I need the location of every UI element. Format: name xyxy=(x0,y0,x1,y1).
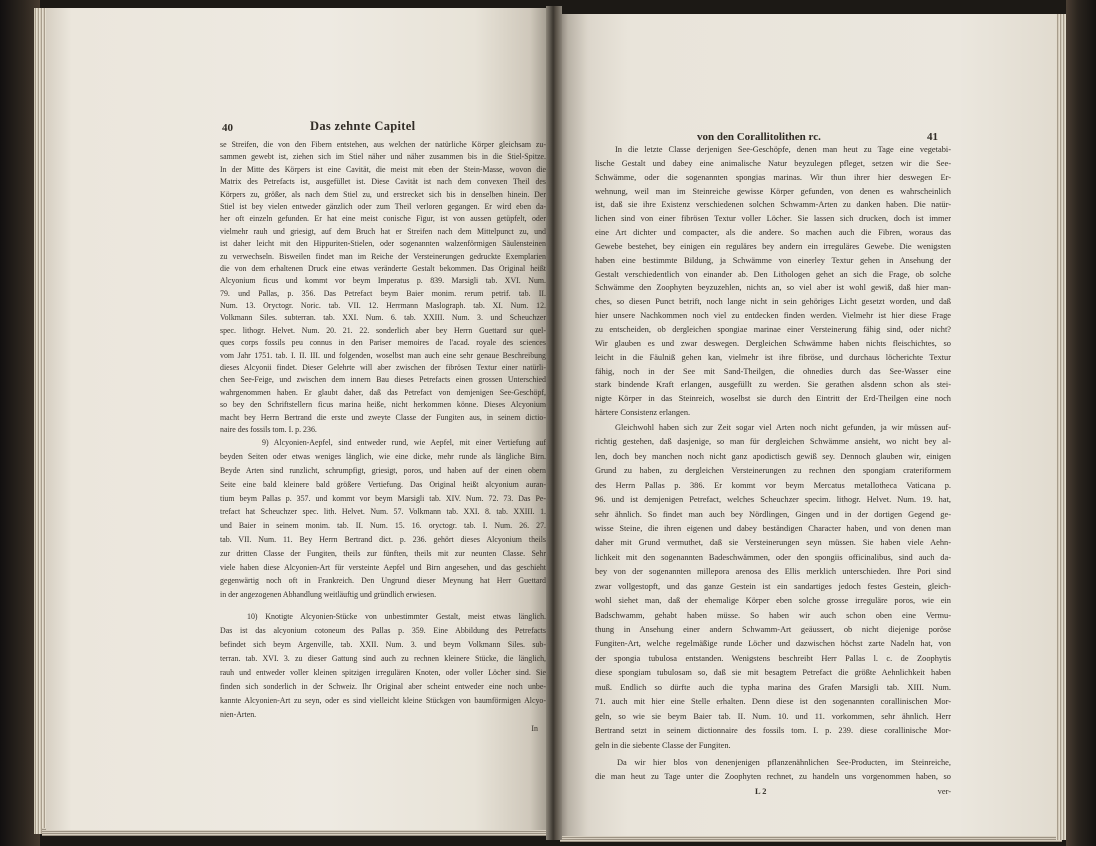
text-line: Stiel ist bey vielen entweder gänzlich oder zum Theil verloren gegangen. Er wird eben da- xyxy=(220,201,546,211)
text-line: Gewebe bestehet, bey einigen ein reguläres bey andern ein irreguläres Gewebe. Die wenigsten xyxy=(595,241,951,251)
text-line: Bertrand setzt in seinem dictionnaire des fossils tom. I. p. 239. diese corallinische Mor- xyxy=(595,726,951,736)
text-line: stark bindende Kraft erlangen, ausgefüllt zu werden. Sie gerathen alsdenn schon als stei- xyxy=(595,380,951,390)
text-line: muß. Endlich so dürfte auch die typha marina des Grafen Marsigli tab. XIII. Num. xyxy=(595,682,951,692)
text-line: vom Jahr 1751. tab. I. II. III. und folgenden, woselbst man auch eine sehr genaue Beschreibung xyxy=(220,350,546,360)
text-line: 96. und ist demjenigen Petrefact, welches Scheuchzer specim. lithogr. Helvet. Num. 19. hat, xyxy=(595,495,951,505)
text-line: fähig, noch in der See mit Sand-Theilgen, die ohnedies durch das See-Wasser eine xyxy=(595,366,951,376)
text-line: wahrgenommen haben. Er glaubt daher, daß das Petrefact von demjenigen See-Geschöpf, xyxy=(220,387,546,397)
footer-row xyxy=(595,785,951,799)
text-line: finden sich sonderlich in der Schweiz. Ihr Original aber scheint entweder eine noch unbe- xyxy=(220,681,546,691)
text-line: 79. und Pallas, p. 356. Das Petrefact beym Baier monim. rerum petrif. tab. II. xyxy=(220,288,546,298)
text-line: der spongia tubulosa entstanden. Wenigstens beschreibt Herr Pallas l. c. de Zoophytis xyxy=(595,653,951,663)
text-line: Gleichwohl haben sich zur Zeit sogar viel Arten noch nicht gefunden, ja wir müssen auf- xyxy=(615,422,951,432)
text-line: lische Gestalt und dabey eine animalische Natur beyzulegen pfleget, setzen wir die See- xyxy=(595,158,951,168)
text-line: spec. lithogr. Helvet. Num. 20. 21. 22. sonderlich aber bey Herrn Guettard sur quel- xyxy=(220,325,546,335)
paragraph xyxy=(595,421,951,753)
text-line: Körpers zu, größer, als nach dem Stiel zu, und erstrecket sich bis in denselben hinein. Der xyxy=(220,189,546,199)
text-line: gegenwärtig noch oft in Frankreich. Den Ungrund dieser Meynung hat Herr Guettard xyxy=(220,576,546,586)
text-line: terran. tab. XVI. 3. zu dieser Gattung sind auch zu rechnen kleinere Stücke, die länglich, xyxy=(220,653,546,663)
text-line: Wir glauben es und zwar deswegen. Dergleichen Schwämme haben nichts fleischichtes, so xyxy=(595,338,951,348)
text-line: 71. auch mit hier eine Stelle erhalten. Denn diese ist den sogenannten corallinischen Mor- xyxy=(595,697,951,707)
text-line: des Herrn Pallas p. 386. Er kommt vor beym Mercatus metallotheca Vaticana p. xyxy=(595,480,951,490)
text-line: vielmehr rauh und griesigt, auf dem Bruch hat er Streifen nach dem Mittelpunct zu, und xyxy=(220,226,546,236)
text-line: wehnung, weil man im Steinreiche gewisse Körper gefunden, von denen es wahrscheinlich xyxy=(595,186,951,196)
paragraph xyxy=(220,139,546,436)
text-line: die von dem erhaltenen Druck eine etwas veränderte Gestalt bekommen. Das Original heißt xyxy=(220,263,546,273)
text-line: in der angezogenen Abhandlung weitläuftig und gründlich erwiesen. xyxy=(220,590,437,600)
text-line: Volkmann Siles. subterran. tab. XXI. Num. 6. tab. XXIII. Num. 3. und Scheuchzer xyxy=(220,313,546,323)
right-page xyxy=(558,14,1058,836)
signature-mark: L 2 xyxy=(755,786,767,796)
text-line: lichkeit mit den sogenannten Badeschwämmen, oder den spongiis officinalibus, sind auch da- xyxy=(595,552,951,562)
text-line: diese spongiam tubulosam so, daß sie mit besagtem Petrefact die größte Aehnlichkeit haben xyxy=(595,668,951,678)
text-line: und Baier in seinem monim. tab. II. Num. 15. 16. oryctogr. tab. I. Num. 26. 27. xyxy=(220,521,546,531)
text-line: Grund zu haben, zu dergleichen Versteinerungen zu rechnen den spongiam crateriformem xyxy=(595,466,951,476)
text-line: Das ist das alcyonium cotoneum des Pallas p. 359. Eine Abbildung des Petrefacts xyxy=(220,625,546,635)
text-line: macht bey Herrn Bertrand die erste und zweyte Classe der Fungiten aus, in seinem dictio- xyxy=(220,412,546,422)
running-head: von den Corallitolithen rc. xyxy=(697,131,821,143)
text-line: Matrix des Petrefacts ist, ausgefüllet ist. Diese Cavität ist nach dem convexen Theil des xyxy=(220,177,546,187)
text-line: wisse Steine, die ihren eigenen und dabey beständigen Character haben, und von denen man xyxy=(595,523,951,533)
text-column xyxy=(220,139,546,736)
text-line: Seite eine bald kleinere bald größere Vertiefung. Das Original heißt alcyonium auran- xyxy=(220,479,546,489)
text-line: trefact hat Scheuchzer spec. lith. Helvet. Num. 57. Volkmann tab. XXI. 8. tab. XXIII. 1. xyxy=(220,507,546,517)
text-line: dieses Alcyonii findet. Dieser Gelehrte will aber zwischen der fibrösen Textur einer natürli- xyxy=(220,363,546,373)
paragraph xyxy=(595,756,951,785)
text-line: Schwämme, oder die sogenannten spongias marinas. Wir thun ihrer hier deswegen Er- xyxy=(595,172,951,182)
paragraph xyxy=(220,610,546,722)
text-line: tab. VII. Num. 11. Bey Herrn Bertrand dict. p. 236. gehört dieses Alcyonium theils xyxy=(220,534,546,544)
text-line: chen See-Feige, und zwischen dem innern Bau dieses Petrefacts einen grossen Unterschied xyxy=(220,375,546,385)
text-line: Schwämme den Zoophyten beyzuzehlen, nichts an, so viel aber ist wohl gewiß, daß hier man- xyxy=(595,283,951,293)
text-line: richtig gestehen, daß dasjenige, so man für dergleichen Schwämme ansieht, wo nicht bey al- xyxy=(595,437,951,447)
text-line: zu entscheiden, ob dergleichen spongiae marinae einer Versteinerung fähig sind, oder nicht? xyxy=(595,324,951,334)
text-line: Num. 13. Oryctogr. Noric. tab. VII. 12. Herrmann Maslograph. tab. XI. Num. 12. xyxy=(220,301,546,311)
text-line: wohl siehet man, daß der ehemalige Körper eben solche grosse irreguläre poros, wie ein xyxy=(595,596,951,606)
text-line: In der Mitte des Körpers ist eine Cavität, die meist mit eben der Stein-Masse, wovon die xyxy=(220,164,546,174)
catchword: ver- xyxy=(937,786,951,796)
page-number: 40 xyxy=(222,122,233,134)
text-line: Fungiten-Art, welche regelmäßige runde Löcher und dazwischen höchst zarte Nadeln hat, von xyxy=(595,639,951,649)
text-line: leicht in die Fäulniß gehen kan, vielmehr ist ihre fibröse, und durchaus löcherichte Textur xyxy=(595,352,951,362)
text-line: len, doch bey manchen noch nicht ganz apodictisch gewiß sey. Dennoch glauben wir, einigen xyxy=(595,451,951,461)
running-head: Das zehnte Capitel xyxy=(310,119,416,133)
text-column xyxy=(595,143,951,799)
text-line: eine Art dichter und compacter, als die andere. So machen auch die Fibren, woraus das xyxy=(595,228,951,238)
text-line: ques corps fossils peu connus in den Pariser memoires de l'acad. royale des sciences xyxy=(220,338,546,348)
text-line: ist daher leicht mit den Hippuriten-Stielen, oder sogenannten walzenförmigen Säulensteinen xyxy=(220,239,546,249)
text-line: rauh und entweder voller kleinen spitzigen irregulären Knoten, oder voller Löcher sind. Sie xyxy=(220,667,546,677)
catchword: In xyxy=(531,723,538,733)
text-line: daher mit Grund vermuthet, daß sie Versteinerungen seyn müssen. Sie haben viele Aehn- xyxy=(595,538,951,548)
text-line: Beyde Arten sind runzlicht, schrumpfigt, griesigt, poros, und haben auf der einen obern xyxy=(220,465,546,475)
text-line: 9) Alcyonien-Aepfel, sind entweder rund, wie Aepfel, mit einer Vertiefung auf xyxy=(262,438,546,448)
text-line: tium beym Pallas p. 357. und kommt vor beym Marsigli tab. XIV. Num. 72. 73. Das Pe- xyxy=(220,493,546,503)
text-line: ches, so diesen Punct betrift, noch lange nicht in sein gehöriges Licht gesetzt worden, und daß xyxy=(595,297,951,307)
text-line: nien-Arten. xyxy=(220,709,257,719)
text-line: kannte Alcyonien-Art zu seyn, oder es sind vielleicht kleine Stückgen von baumförmigen Alcyo- xyxy=(220,695,546,705)
text-line: Da wir hier blos von denenjenigen pflanzenähnlichen See-Producten, im Steinreiche, xyxy=(617,757,951,767)
text-line: her oft einzeln gefunden. Er hat eine meist conische Figur, ist von aussen getüpfelt, oder xyxy=(220,214,546,224)
text-line: zu verwechseln. Bisweilen findet man im Reiche der Versteinerungen gedruckte Exemplarien xyxy=(220,251,546,261)
gutter-shadow xyxy=(546,6,562,840)
text-line: haben eine bestimmte Bildung, ja Schwämme von einerley Textur gehen in Ansehung der xyxy=(595,255,951,265)
text-line: so bey den Schriftstellern ficus marina heiße, nicht herkommen könne. Dieses Alcyonium xyxy=(220,400,546,410)
left-page xyxy=(46,8,550,830)
text-line: viele haben diese Alcyonien-Art für versteinte Aepfel und Birn angesehen, und das geschieht xyxy=(220,562,546,572)
text-line: beyden Seiten oder etwas weniges länglich, wie eine dicke, mehr runde als längliche Birn. xyxy=(220,452,546,462)
text-line: naire des fossils tom. I. p. 236. xyxy=(220,424,317,434)
text-line: ist, daß sie ihre Existenz verschiedenen solchen Schwamm-Arten zu danken haben. Die natür- xyxy=(595,200,951,210)
text-line: In die letzte Classe derjenigen See-Geschöpfe, denen man heut zu Tage eine vegetabi- xyxy=(615,145,951,154)
text-line: sehr ähnlich. So findet man auch bey Nördlingen, Gingen und in der dortigen Gegend ge- xyxy=(595,509,951,519)
text-line: Alcyonium ficus und kommt vor beym Imperatus p. 839. Marsigli tab. XVI. Num. xyxy=(220,276,546,286)
paragraph xyxy=(595,143,951,420)
text-line: geln, so wie sie beym Baier tab. II. Num. 10. und 11. vorkommen, sehr ähnlich. Herr xyxy=(595,711,951,721)
text-line: zur dritten Classe der Fungiten, theils zur fünften, theils mit zur neunten Classe. Sehr xyxy=(220,548,546,558)
text-line: zwar vollgestopft, und das ganze Gestein ist ein sandartiges jedoch festes Gestein, gleich- xyxy=(595,581,951,591)
text-line: thung in Ansehung einer andern Schwamm-Art geäussert, ob nicht diejenige poröse xyxy=(595,625,951,634)
text-line: Gestalt verschiedentlich von einander ab. Den Lithologen gehet an sich die Frage, ob solche xyxy=(595,269,951,279)
text-line: Badschwamm, gehabt haben müsse. So haben wir auch schon oben eine Vermu- xyxy=(595,610,951,620)
text-line: se Streifen, die von den Fibern entstehen, aus welchen der natürliche Körper gleichsam zu- xyxy=(220,140,546,149)
text-line: lichen sind von einer fibrösen Textur voller Löcher. Sie lassen sich drucken, doch ist immer xyxy=(595,214,951,224)
paragraph xyxy=(220,436,546,602)
page-number: 41 xyxy=(927,131,938,143)
text-line: 10) Knotigte Alcyonien-Stücke von unbestimmter Gestalt, meist etwas länglich. xyxy=(247,611,546,621)
text-line: hier unsere Nachkommen noch viel zu entdecken finden werden. Vielmehr ist hier diese Frage xyxy=(595,311,951,321)
text-line: befindet sich beym Argenville, tab. XXII. Num. 3. und beym Volkmann Siles. sub- xyxy=(220,639,546,649)
text-line: sammen gewebt ist, ziehen sich im Stiel näher und näher zusammen bis in die Stiel-Spitze. xyxy=(220,152,546,162)
text-line: die man heut zu Tage unter die Zoophyten rechnet, zu handeln uns vorgenommen haben, so xyxy=(595,772,951,782)
text-line: bey von der sogenannten millepora arenosa des Ellis merklich unterschieden. Ihre Pori sind xyxy=(595,567,951,577)
text-line: nigte Körper in das Steinreich, woselbst sie durch den Eintritt der Erd-Theilgen eine noch xyxy=(595,394,951,404)
book-cover-right xyxy=(1066,0,1096,846)
text-line: geln in die siebente Classe der Fungiten. xyxy=(595,740,731,750)
text-line: härtere Consistenz erlangen. xyxy=(595,408,691,418)
